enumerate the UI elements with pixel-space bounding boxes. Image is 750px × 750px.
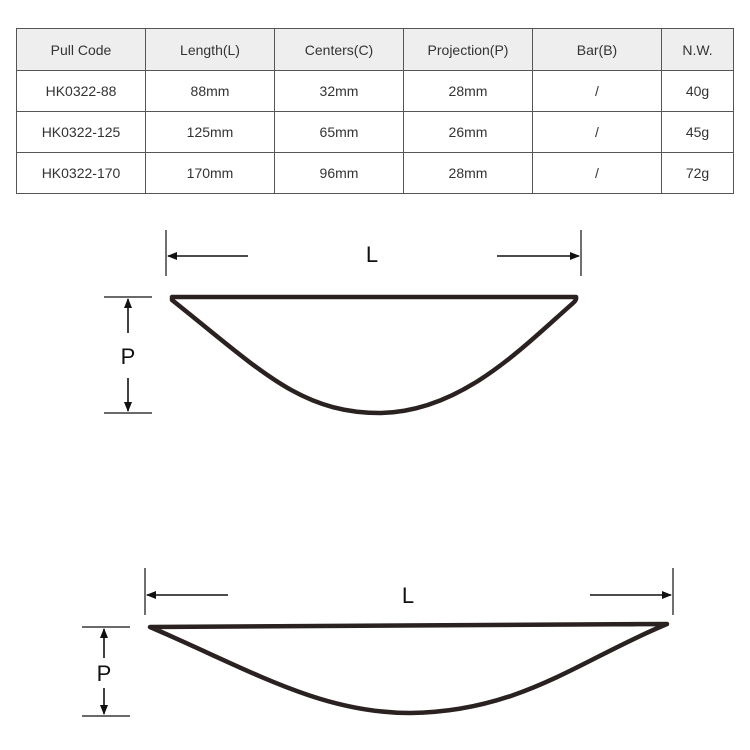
header-net-weight: N.W. — [662, 29, 734, 71]
cell-net-weight: 45g — [662, 112, 734, 153]
cell-pull-code: HK0322-170 — [17, 153, 146, 194]
cell-centers: 96mm — [275, 153, 404, 194]
top-handle-drawing — [104, 230, 581, 413]
bottom-handle-profile — [150, 624, 667, 713]
table-row — [17, 71, 734, 112]
top-length-label: L — [365, 242, 379, 267]
top-handle-profile — [172, 297, 576, 413]
cell-net-weight: 72g — [662, 153, 734, 194]
header-centers: Centers(C) — [275, 29, 404, 71]
cell-net-weight: 40g — [662, 71, 734, 112]
header-bar: Bar(B) — [533, 29, 662, 71]
bottom-projection-label: P — [96, 661, 112, 686]
cell-length: 125mm — [146, 112, 275, 153]
cell-bar: / — [533, 112, 662, 153]
cell-pull-code: HK0322-88 — [17, 71, 146, 112]
cell-projection: 28mm — [404, 153, 533, 194]
cell-projection: 26mm — [404, 112, 533, 153]
table-header-row — [17, 29, 734, 71]
spec-table — [16, 28, 734, 194]
cell-projection: 28mm — [404, 71, 533, 112]
header-pull-code: Pull Code — [17, 29, 146, 71]
cell-pull-code: HK0322-125 — [17, 112, 146, 153]
bottom-handle-drawing — [82, 568, 673, 716]
header-length: Length(L) — [146, 29, 275, 71]
cell-centers: 65mm — [275, 112, 404, 153]
cell-bar: / — [533, 71, 662, 112]
table-row — [17, 112, 734, 153]
top-projection-label: P — [120, 344, 136, 369]
header-projection: Projection(P) — [404, 29, 533, 71]
cell-centers: 32mm — [275, 71, 404, 112]
cell-length: 170mm — [146, 153, 275, 194]
cell-bar: / — [533, 153, 662, 194]
bottom-length-label: L — [401, 583, 415, 608]
table-row — [17, 153, 734, 194]
cell-length: 88mm — [146, 71, 275, 112]
